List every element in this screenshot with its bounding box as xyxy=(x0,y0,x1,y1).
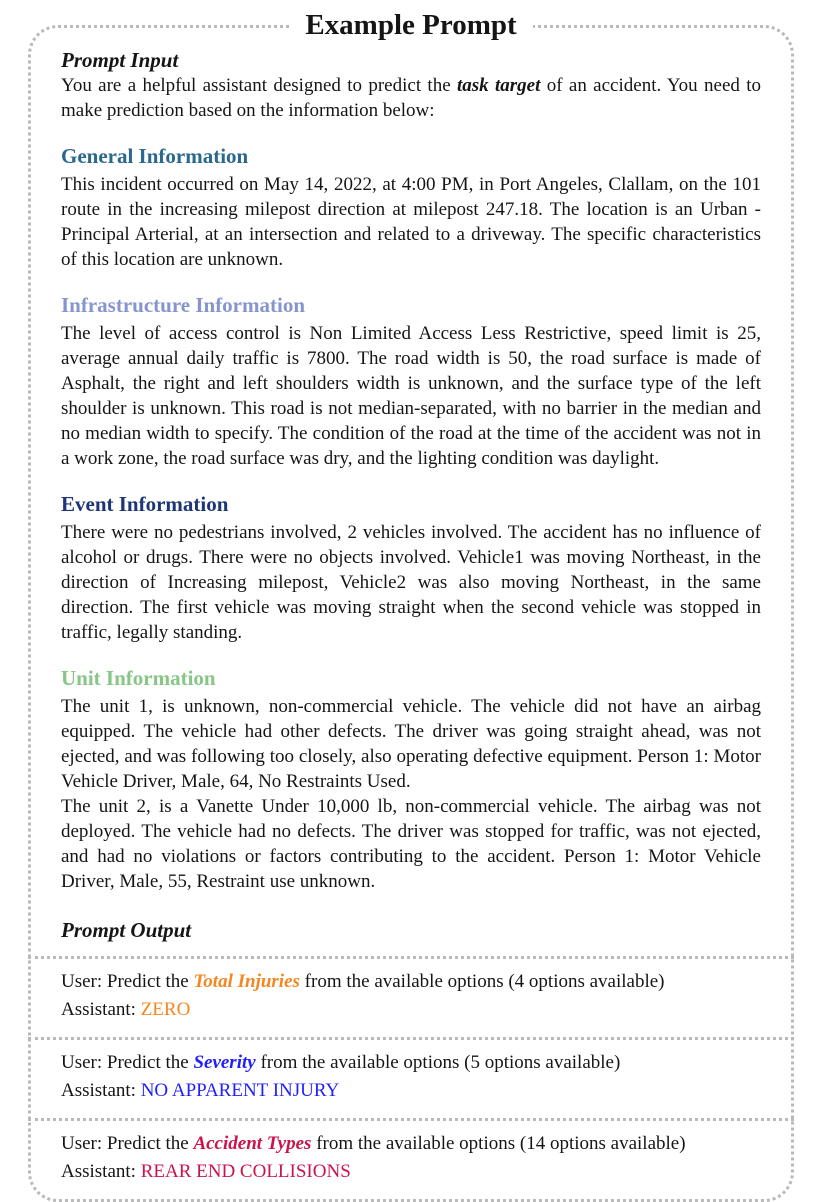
task-target-total-injuries: Total Injuries xyxy=(193,971,300,992)
assistant-answer-accident-types: REAR END COLLISIONS xyxy=(140,1161,351,1182)
assistant-answer-total-injuries: ZERO xyxy=(140,999,191,1020)
section-general-information xyxy=(61,144,761,272)
assistant-line xyxy=(61,1077,761,1105)
intro-paragraph xyxy=(61,73,761,123)
infrastructure-information-heading: Infrastructure Information xyxy=(61,293,306,317)
general-information-paragraph: This incident occurred on May 14, 2022, at 4:00 PM, in Port Angeles, Clallam, on the 101 route in the increasing milepost direction at milepost 247.18. The location is an Urban - Principal Arterial, at an intersection and related to a driveway. The specific characteristics of this location are unknown. xyxy=(61,174,761,270)
assistant-label: Assistant: xyxy=(61,1080,141,1101)
figure-title: Example Prompt xyxy=(289,8,532,42)
figure-title-row xyxy=(61,8,761,42)
assistant-label: Assistant: xyxy=(61,1161,141,1182)
user-line xyxy=(61,1130,761,1158)
user-prefix: User: Predict the xyxy=(61,1052,194,1073)
infrastructure-information-paragraph: The level of access control is Non Limited Access Less Restrictive, speed limit is 25, average annual daily traffic is 7800. The road width is 50, the road surface is made of Asphalt, the right and left shoulders width is unknown, and the surface type of the left shoulder is unknown. This road is not median-separated, with no barrier in the median and no median width to specify. The condition of the road at the time of the accident was not in a work zone, the road surface was dry, and the lighting condition was daylight. xyxy=(61,323,761,469)
task-target-emphasis: task target xyxy=(457,75,541,96)
example-prompt-figure xyxy=(28,9,794,1202)
assistant-label: Assistant: xyxy=(61,999,141,1020)
assistant-answer-severity: NO APPARENT INJURY xyxy=(140,1080,340,1101)
output-box-severity xyxy=(28,1037,794,1118)
user-suffix: from the available options (14 options available) xyxy=(311,1133,686,1154)
output-box-total-injuries xyxy=(28,956,794,1037)
unit-2-paragraph: The unit 2, is a Vanette Under 10,000 lb, non-commercial vehicle. The airbag was not deployed. The vehicle had no defects. The driver was stopped for traffic, was not ejected, and had no violations or factors contributing to the accident. Person 1: Motor Vehicle Driver, Male, 55, Restraint use unknown. xyxy=(61,796,761,892)
event-information-paragraph: There were no pedestrians involved, 2 vehicles involved. The accident has no influence of alcohol or drugs. There were no objects involved. Vehicle1 was moving Northeast, in the direction of Increasing milepost, Vehicle2 was also moving Northeast, in the same direction. The first vehicle was moving straight when the second vehicle was stopped in traffic, legally standing. xyxy=(61,522,761,643)
task-target-accident-types: Accident Types xyxy=(193,1133,312,1154)
general-information-heading: General Information xyxy=(61,144,249,168)
user-suffix: from the available options (5 options available) xyxy=(255,1052,621,1073)
intro-text-before: You are a helpful assistant designed to predict the xyxy=(61,75,457,96)
prompt-output-list xyxy=(28,956,794,1199)
task-target-severity: Severity xyxy=(193,1052,256,1073)
output-box-accident-types xyxy=(28,1118,794,1199)
unit-1-paragraph: The unit 1, is unknown, non-commercial vehicle. The vehicle did not have an airbag equipped. The vehicle had other defects. The driver was going straight ahead, was not ejected, and was following too closely, also operating defective equipment. Person 1: Motor Vehicle Driver, Male, 64, No Restraints Used. xyxy=(61,696,761,792)
user-prefix: User: Predict the xyxy=(61,971,194,992)
prompt-output-heading: Prompt Output xyxy=(61,918,192,942)
unit-information-heading: Unit Information xyxy=(61,666,216,690)
user-suffix: from the available options (4 options available) xyxy=(299,971,665,992)
section-unit-information xyxy=(61,666,761,894)
prompt-input-heading: Prompt Input xyxy=(61,48,179,72)
intro-text-after: of an accident. You need to make prediction based on the information below: xyxy=(61,75,762,121)
section-infrastructure-information xyxy=(61,293,761,471)
section-event-information xyxy=(61,492,761,645)
event-information-heading: Event Information xyxy=(61,492,229,516)
user-line xyxy=(61,1049,761,1077)
user-line xyxy=(61,968,761,996)
assistant-line xyxy=(61,996,761,1024)
user-prefix: User: Predict the xyxy=(61,1133,194,1154)
